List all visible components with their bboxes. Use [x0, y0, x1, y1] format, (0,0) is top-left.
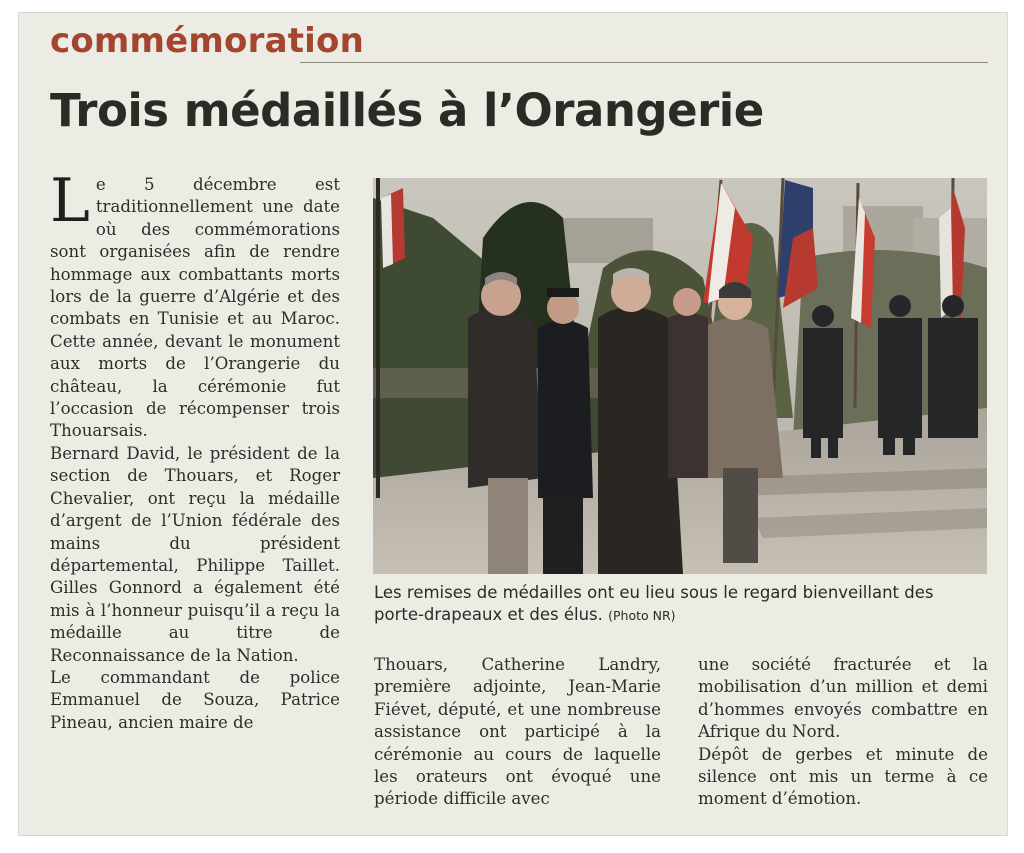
paragraph-attendees: Le commandant de police Emmanuel de Souza, Patrice Pineau, ancien maire de	[50, 667, 340, 732]
section-rubric: commémoration	[50, 21, 364, 61]
paragraph-participants: Thouars, Catherine Landry, première adjointe, Jean-Marie Fiévet, député, et une nombreuse assistance ont participé à la cérémonie au cours de laquelle les orateurs ont évoqué une période difficile avec	[374, 655, 661, 809]
article-headline: Trois médaillés à l’Orangerie	[50, 84, 764, 137]
text-column-3	[698, 654, 988, 811]
text-column-2	[374, 654, 661, 811]
dropcap: L	[50, 166, 90, 236]
photo-credit: (Photo NR)	[608, 608, 676, 623]
paragraph-context: une société fracturée et la mobilisation d’un million et demi d’hommes envoyés combattre en Afrique du Nord.	[698, 655, 988, 742]
caption-text: Les remises de médailles ont eu lieu sous le regard bienveillant des porte-drapeaux et des élus.	[374, 583, 934, 624]
paragraph-intro-text: e 5 décembre est traditionnellement une date où des commémorations sont organisées afin de rendre hommage aux combattants morts lors de la guerre d’Algérie et des combats en Tunisie et au Maroc. Cette année, devant le monument aux morts de l’Orangerie du château, la cérémonie fut l’occasion de récompenser trois Thouarsais.	[50, 175, 340, 441]
paragraph-medals: Bernard David, le président de la section de Thouars, et Roger Chevalier, ont reçu la médaille d’argent de l’Union fédérale des mains du président départemental, Philippe Taillet. Gilles Gonnord a également été mis à l’honneur puisqu’il a reçu la médaille au titre de Reconnaissance de la Nation.	[50, 443, 340, 665]
ceremony-photo	[373, 178, 987, 574]
photo-caption	[374, 582, 984, 627]
paragraph-closing: Dépôt de gerbes et minute de silence ont mis un terme à ce moment d’émotion.	[698, 744, 988, 809]
rubric-rule	[300, 62, 988, 63]
paragraph-intro	[50, 166, 340, 443]
text-column-1	[50, 166, 340, 734]
